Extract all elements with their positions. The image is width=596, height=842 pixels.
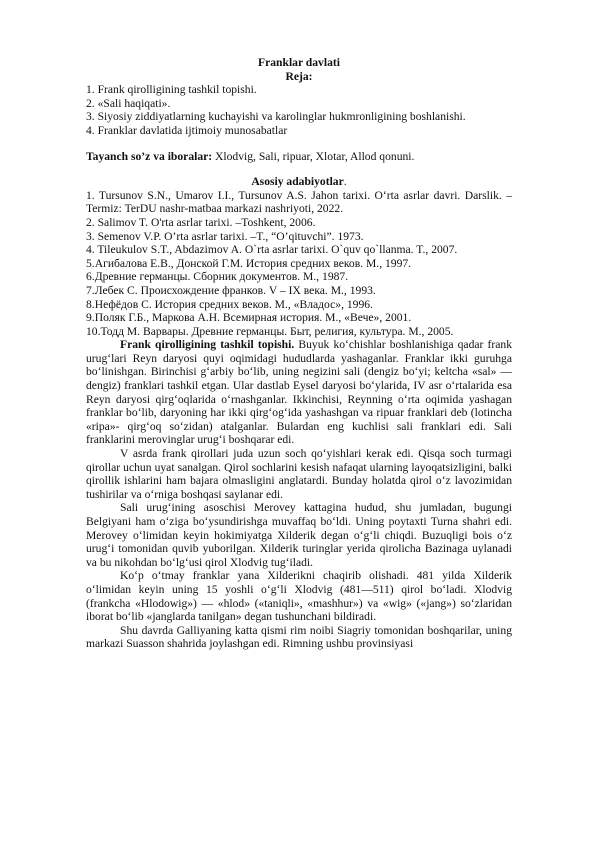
document-title: Franklar davlati (258, 56, 340, 69)
reference-item: 7.Лебек С. Происхождение франков. V – IX века. М., 1993. (86, 283, 376, 297)
section-heading: Frank qirolligining tashkil topishi. (120, 338, 295, 352)
body-paragraph: V asrda frank qirollari juda uzun soch qo‘yishlari kerak edi. Qisqa soch turmagi qirollar uchun uyat sanalgan. Qirol sochlarini kesish nafaqat ularning layoqatsizligini, balki qirollik ishlarini ham bajara olmasligini anglatardi. Bunday holatda qirol o‘z lavozimidan tushirilar va o‘rniga boshqasi saylanar edi. (86, 447, 512, 501)
plan-item: 3. Siyosiy ziddiyatlarning kuchayishi va karolinglar hukmronligining boshlanishi. (86, 110, 466, 124)
reference-item: 6.Древние германцы. Сборник документов. М., 1987. (86, 270, 349, 284)
body-paragraph: Shu davrda Galliyaning katta qismi rim noibi Siagriy tomonidan boshqarilar, uning markazi Suasson shahrida joylashgan edi. Rimning ushbu provinsiyasi (86, 623, 512, 651)
plan-item: 1. Frank qirolligining tashkil topishi. (86, 83, 257, 97)
key-terms (86, 150, 512, 164)
body-paragraph: Ko‘p o‘tmay franklar yana Xilderikni chaqirib olishadi. 481 yilda Xilderik o‘limidan keyin uning 15 yoshli o‘g‘li Xlodvig (481—511) qirol bo‘ladi. Xlodvig (frankcha «Hlodowig») — «hlod» («taniqli», «mashhur») va «wig» («jang») so‘zlaridan iborat bo‘lib «janglarda tanilgan» degan tushunchani bildiradi. (86, 569, 512, 624)
plan-list (86, 83, 512, 137)
key-terms-text: Xlodvig, Sali, ripuar, Xlotar, Allod qonuni. (212, 149, 415, 163)
body-paragraph: Frank qirolligining tashkil topishi. Buyuk ko‘chishlar boshlanishiga qadar frank urug‘lari Reyn daryosi quyi oqimidagi hududlarda yashaganlar. Franklar ikki guruhga bo‘linishgan. Birinchisi g‘arbiy bo‘lib, uning negizini sali (dengiz bo‘yi; keltcha «sal» — dengiz) franklari tashkil etgan. Ular dastlab Eysel daryosi bo‘ylarida, IV asr o‘rtalarida esa Reyn daryosi qirg‘oqlarida o‘rnashganlar. Ikkinchisi, Reynning o‘rta oqimida yashagan franklar bo‘lib, daryoning har ikki qirg‘og‘ida yashashgan va ripuar franklari deb (lotincha «ripa»- qirg‘oq so‘zidan) atalganlar. Bulardan eng kuchlisi sali franklari edi. Sali franklarini merovinglar urug‘i boshqarar edi. (86, 338, 512, 447)
reference-item: 3. Semenov V.P. O’rta asrlar tarixi. –T., “O’qituvchi”. 1973. (86, 229, 364, 243)
references-list (86, 189, 512, 339)
reference-item: 5.Агибалова Е.В., Донской Г.М. История средних веков. М., 1997. (86, 256, 412, 270)
body-paragraph: Sali urug‘ining asoschisi Merovey kattagina hudud, shu jumladan, bugungi Belgiyani ham o‘ziga bo‘ysundirishga muvaffaq bo‘ldi. Uning poytaxti Turna shahri edi. Merovey o‘limidan keyin hokimiyatga Xilderik degan o‘g‘li chiqdi. Buzuqligi bois o‘z urug‘i tomonidan quvib yuborilgan. Xilderik turinglar yerida qirolicha Bazinaga uylanadi va bu nikohdan bo‘lg‘usi qirol Xlodvig tug‘iladi. (86, 501, 512, 569)
reference-item: 8.Нефёдов С. История средних веков. М., «Владос», 1996. (86, 297, 373, 311)
key-terms-label: Tayanch so’z va iboralar: (86, 149, 213, 163)
plan-item: 2. «Sali haqiqati». (86, 96, 171, 110)
reference-item: 2. Salimov T. O'rta asrlar tarixi. –Toshkent, 2006. (86, 215, 316, 229)
reference-item: 1. Tursunov S.N., Umarov I.I., Tursunov A.S. Jahon tarixi. O‘rta asrlar davri. Darslik. –Termiz: TerDU nashr-matbaa markazi nashriyoti, 2022. (86, 188, 512, 216)
reference-item: 10.Тодд М. Варвары. Древние германцы. Быт, религия, культура. М., 2005. (86, 324, 454, 338)
reference-item: 9.Поляк Г.Б., Маркова А.Н. Всемирная история. М., «Вече», 2001. (86, 311, 412, 325)
reference-item: 4. Tileukulov S.T., Abdazimov A. O`rta asrlar tarixi. O`quv qo`llanma. T., 2007. (86, 243, 458, 257)
references-heading: Asosiy adabiyotlar. (251, 175, 347, 189)
plan-item: 4. Franklar davlatida ijtimoiy munosabatlar (86, 123, 288, 137)
plan-heading: Reja: (285, 69, 313, 83)
